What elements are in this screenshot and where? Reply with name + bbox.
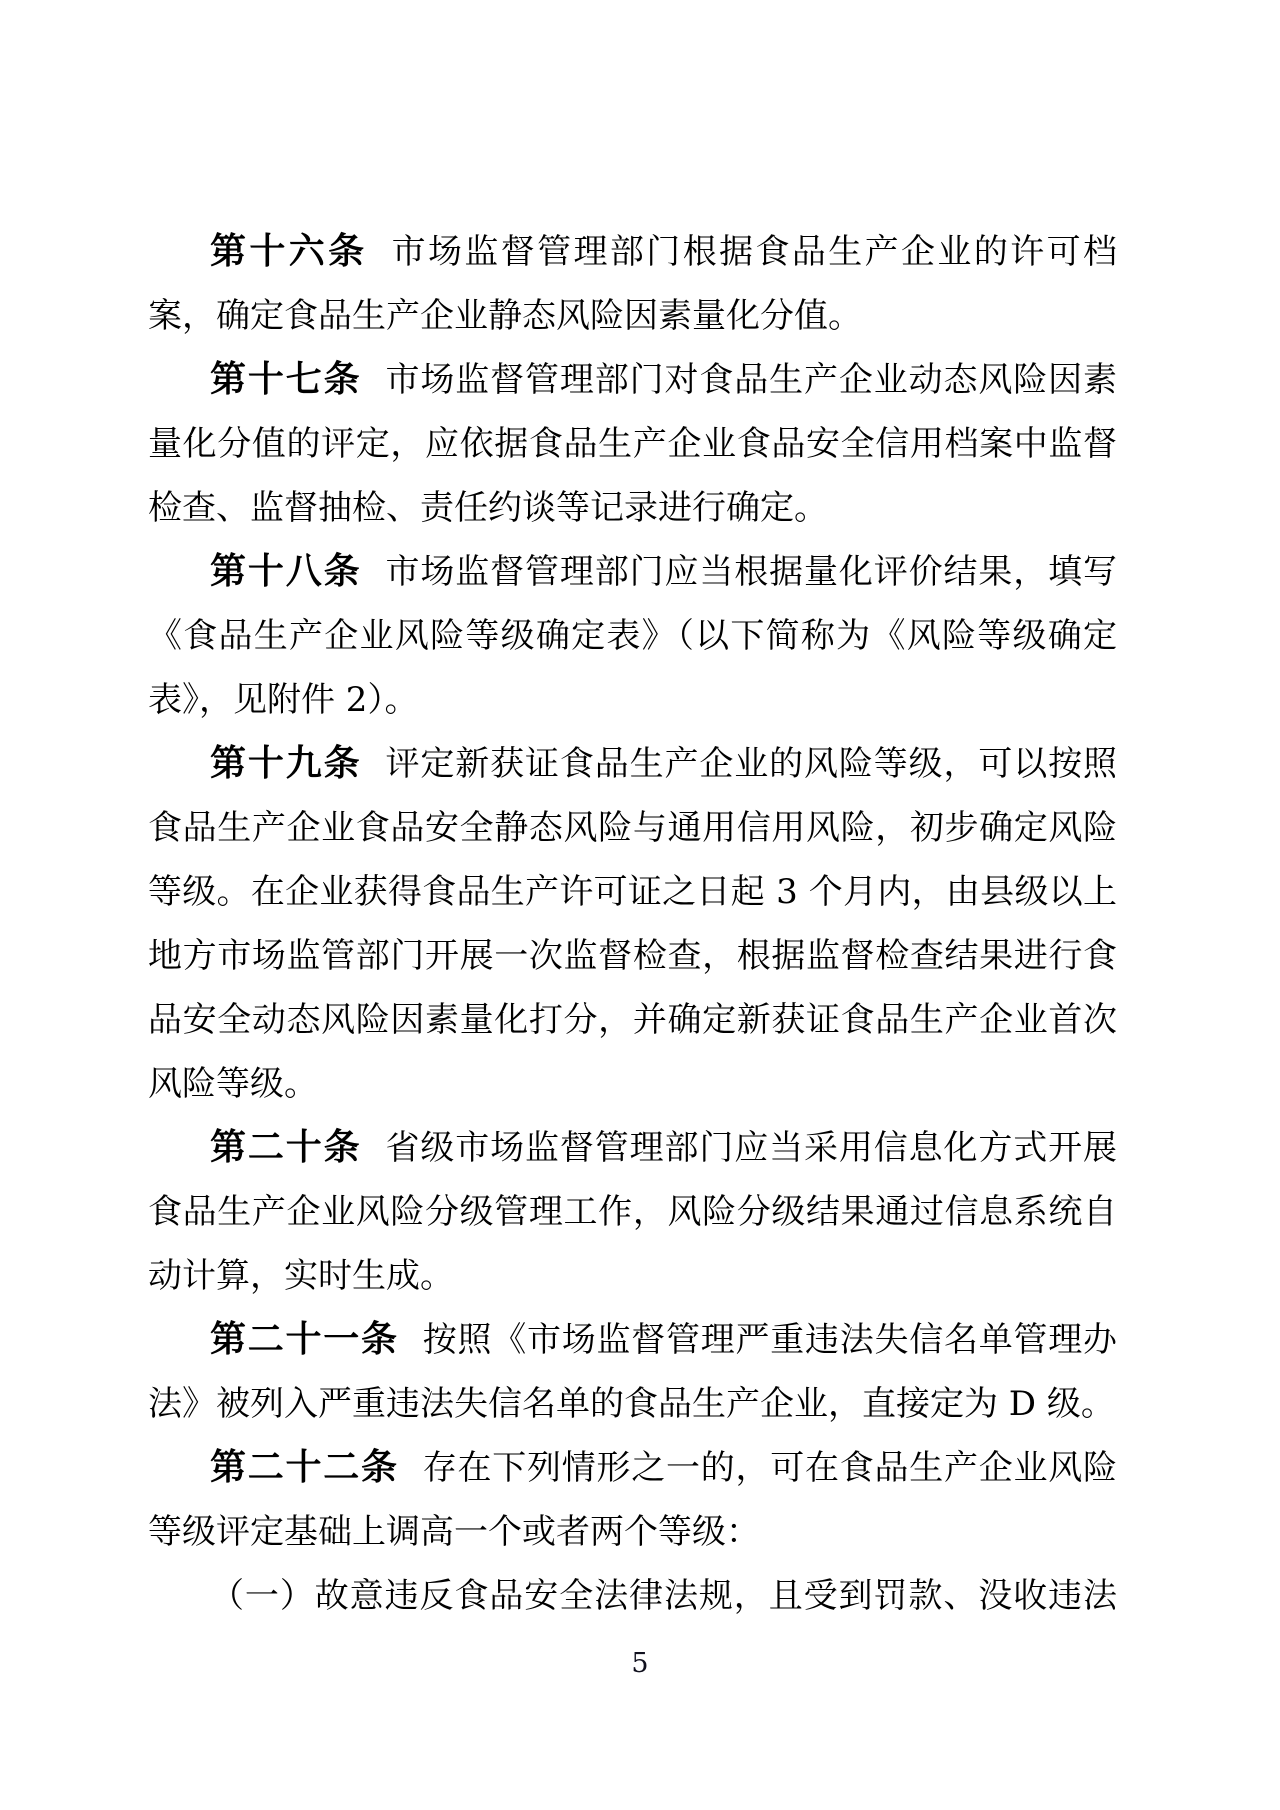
- article-17-text: 市场监督管理部门对食品生产企业动态风险因素量化分值的评定，应依据食品生产企业食品安全信用档案中监督检查、监督抽检、责任约谈等记录进行确定。: [148, 360, 1117, 528]
- article-17-number: 第十七条: [210, 359, 362, 400]
- article-20-number: 第二十条: [210, 1127, 362, 1168]
- article-19-number: 第十九条: [210, 743, 362, 784]
- article-19-text: 评定新获证食品生产企业的风险等级，可以按照食品生产企业食品安全静态风险与通用信用风险，初步确定风险等级。在企业获得食品生产许可证之日起 3 个月内，由县级以上地方市场监管部门开展一次监督检查，根据监督检查结果进行食品安全动态风险因素量化打分，并确定新获证食品生产企业首次风险等级。: [148, 744, 1117, 1104]
- article-17-paragraph: [148, 348, 1117, 540]
- article-22-paragraph: [148, 1436, 1117, 1564]
- clause-1-paragraph: [148, 1564, 1117, 1628]
- article-22-text: 存在下列情形之一的，可在食品生产企业风险等级评定基础上调高一个或者两个等级：: [148, 1448, 1117, 1552]
- article-21-paragraph: [148, 1308, 1117, 1436]
- article-18-paragraph: [148, 540, 1117, 732]
- article-16-text: 市场监督管理部门根据食品生产企业的许可档案，确定食品生产企业静态风险因素量化分值。: [148, 232, 1117, 336]
- clause-1-text: （一）故意违反食品安全法律法规，且受到罚款、没收违法: [210, 1576, 1117, 1616]
- article-16-number: 第十六条: [210, 231, 368, 272]
- article-18-text: 市场监督管理部门应当根据量化评价结果，填写《食品生产企业风险等级确定表》（以下简称为《风险等级确定表》，见附件 2）。: [148, 552, 1117, 720]
- article-19-paragraph: [148, 732, 1117, 1116]
- article-20-paragraph: [148, 1116, 1117, 1308]
- article-21-number: 第二十一条: [210, 1319, 399, 1360]
- article-22-number: 第二十二条: [210, 1447, 399, 1488]
- article-20-text: 省级市场监督管理部门应当采用信息化方式开展食品生产企业风险分级管理工作，风险分级结果通过信息系统自动计算，实时生成。: [148, 1128, 1117, 1296]
- article-21-text: 按照《市场监督管理严重违法失信名单管理办法》被列入严重违法失信名单的食品生产企业，直接定为 D 级。: [148, 1320, 1117, 1424]
- article-16-paragraph: [148, 220, 1117, 348]
- document-body: [148, 220, 1117, 1628]
- page-number: 5: [631, 1648, 649, 1679]
- article-18-number: 第十八条: [210, 551, 362, 592]
